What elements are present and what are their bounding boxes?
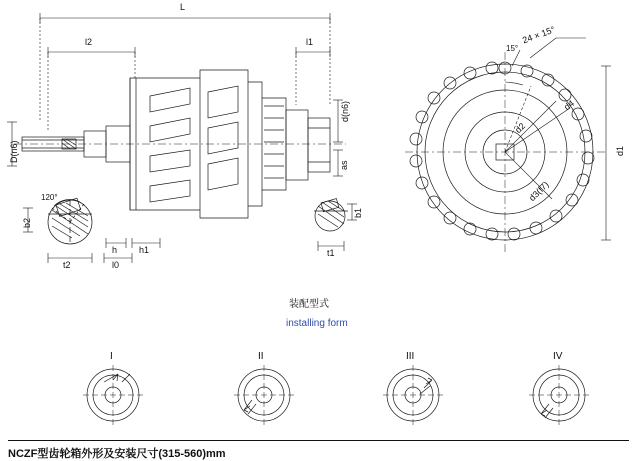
dim-L	[40, 13, 330, 120]
dim-label-b1: b1	[353, 207, 363, 218]
dim-label-holes: 24 × 15°	[521, 24, 557, 46]
form-label-III: III	[406, 351, 415, 362]
dim-label-120deg: 120°	[41, 193, 58, 202]
output-hub	[286, 110, 330, 180]
form-label-II: II	[258, 351, 264, 362]
dim-label-15deg: 15°	[506, 44, 519, 53]
install-form-I	[83, 365, 143, 425]
dim-label-h: h	[112, 245, 118, 255]
section-keyway-right	[314, 199, 348, 231]
dim-label-l1: l1	[306, 37, 314, 47]
section-keyway-left	[48, 198, 92, 244]
dim-label-d3: d3(f7)	[527, 179, 551, 204]
form-label-I: I	[110, 351, 113, 362]
drawing-title: NCZF型齿轮箱外形及安装尺寸(315-560)mm	[8, 448, 226, 460]
dim-label-d4: d4	[562, 98, 576, 113]
dim-label-b2: b2	[22, 217, 32, 228]
dim-l2	[48, 47, 135, 130]
install-form-IV	[529, 365, 589, 425]
dim-label-D-n6: D(n6)	[9, 140, 19, 163]
dim-label-d1: d1	[615, 145, 625, 156]
dim-label-l2: l2	[85, 37, 93, 47]
install-form-II	[234, 365, 294, 425]
install-form-III	[383, 365, 443, 425]
title-rule	[8, 440, 629, 441]
dim-label-as: as	[339, 160, 349, 170]
form-label-IV: IV	[553, 351, 563, 362]
end-face-view	[405, 38, 611, 252]
caption-en: installing form	[286, 318, 348, 329]
dim-label-L: L	[180, 2, 186, 12]
dim-label-t2: t2	[63, 260, 71, 270]
dim-label-t1: t1	[327, 248, 335, 258]
dim-label-l0: l0	[112, 260, 120, 270]
dim-label-d-n6: d(n6)	[340, 100, 350, 122]
caption-cn: 装配型式	[289, 299, 329, 310]
dim-label-d2: d2	[513, 120, 528, 136]
dim-l1	[296, 47, 330, 105]
dim-d1	[601, 66, 611, 240]
dim-label-h1: h1	[139, 245, 150, 255]
